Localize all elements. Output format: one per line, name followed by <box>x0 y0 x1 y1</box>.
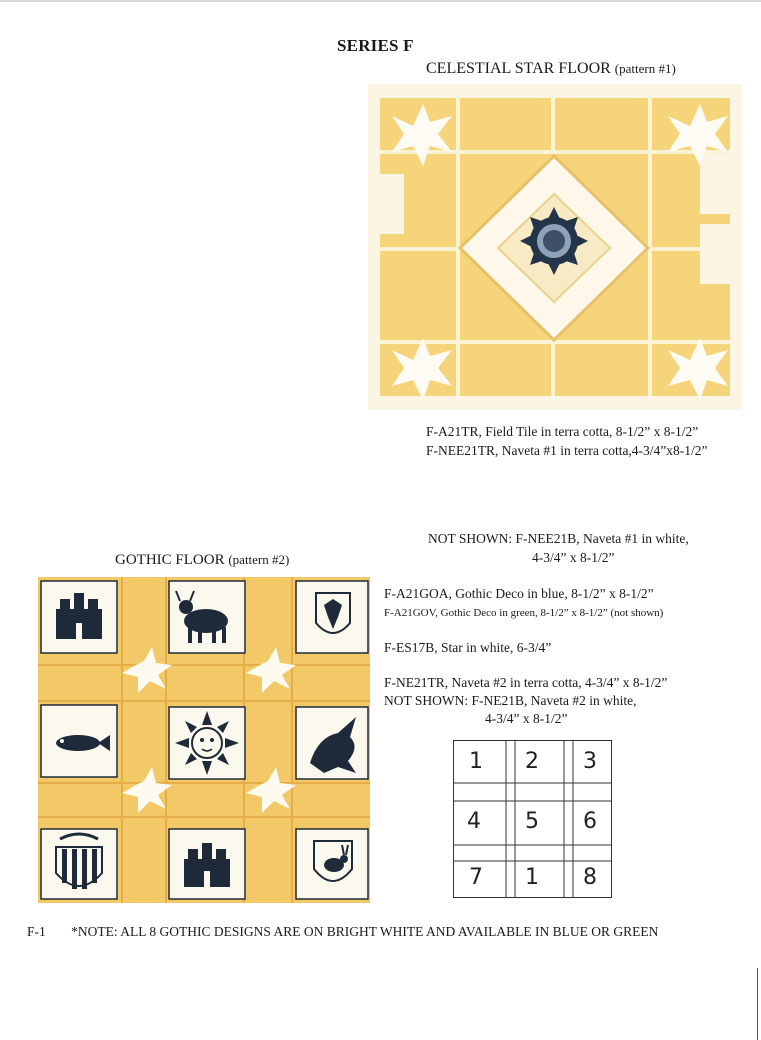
eagle-shield-icon <box>316 593 350 633</box>
scan-top-edge <box>0 0 761 2</box>
gothic-not-shown: NOT SHOWN: F-NE21B, Naveta #2 in white, <box>384 693 637 708</box>
grid-number: 4 <box>467 809 481 834</box>
grid-number: 5 <box>525 809 539 834</box>
gothic-line-green: F-A21GOV, Gothic Deco in green, 8-1/2” x 8-1/2” (not shown) <box>384 607 664 619</box>
gothic-floor-title <box>115 552 289 569</box>
grid-number: 2 <box>525 749 539 774</box>
layout-grid <box>453 740 612 898</box>
castle-icon <box>56 593 102 639</box>
celestial-title-text: CELESTIAL STAR FLOOR <box>426 60 611 77</box>
grid-number: 1 <box>525 865 539 890</box>
page-tag: F-1 <box>27 924 46 939</box>
rabbit-shield-icon <box>314 841 352 881</box>
celestial-line-field-tile: F-A21TR, Field Tile in terra cotta, 8-1/2” x 8-1/2” <box>426 424 699 439</box>
celestial-line-naveta: F-NEE21TR, Naveta #1 in terra cotta,4-3/4”x8-1/2” <box>426 443 708 458</box>
grid-number: 6 <box>583 809 597 834</box>
gothic-line-blue: F-A21GOA, Gothic Deco in blue, 8-1/2” x 8-1/2” <box>384 586 654 601</box>
footer-note <box>27 924 658 940</box>
gothic-line-naveta: F-NE21TR, Naveta #2 in terra cotta, 4-3/4” x 8-1/2” <box>384 675 668 690</box>
celestial-floor-title <box>426 60 676 78</box>
gothic-not-shown-size: 4-3/4” x 8-1/2” <box>485 711 568 726</box>
castle-icon <box>184 843 230 887</box>
scan-edge-mark <box>757 968 758 1040</box>
grid-number: 1 <box>469 749 483 774</box>
celestial-pattern-label: (pattern #1) <box>614 61 676 76</box>
gothic-line-star: F-ES17B, Star in white, 6-3/4” <box>384 640 552 655</box>
gothic-floor-image <box>38 577 370 903</box>
grid-number: 8 <box>583 865 597 890</box>
gothic-pattern-label: (pattern #2) <box>228 552 290 567</box>
celestial-floor-image <box>368 84 742 410</box>
celestial-not-shown-size: 4-3/4” x 8-1/2” <box>532 550 615 565</box>
grid-number: 3 <box>583 749 597 774</box>
note-text: *NOTE: ALL 8 GOTHIC DESIGNS ARE ON BRIGHT WHITE AND AVAILABLE IN BLUE OR GREEN <box>71 924 659 939</box>
series-title: SERIES F <box>337 36 414 55</box>
gothic-title-text: GOTHIC FLOOR <box>115 552 225 568</box>
celestial-not-shown: NOT SHOWN: F-NEE21B, Naveta #1 in white, <box>428 531 689 546</box>
grid-number: 7 <box>469 865 483 890</box>
